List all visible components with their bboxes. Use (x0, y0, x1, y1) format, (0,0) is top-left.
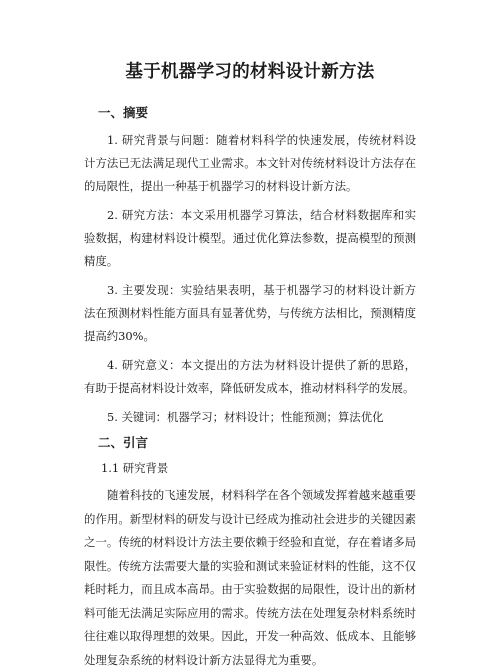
intro-subheading: 1.1 研究背景 (101, 461, 169, 475)
document-title: 基于机器学习的材料设计新方法 (125, 62, 375, 82)
abstract-item-significance: 4. 研究意义：本文提出的方法为材料设计提供了新的思路，有助于提高材料设计效率，降低研发成本，推动材料科学的发展。 (84, 358, 416, 395)
abstract-item-method: 2. 研究方法：本文采用机器学习算法，结合材料数据库和实验数据，构建材料设计模型。通过优化算法参数，提高模型的预测精度。 (84, 208, 416, 268)
abstract-item-keywords: 5. 关键词：机器学习；材料设计；性能预测；算法优化 (107, 410, 384, 424)
intro-heading: 二、引言 (98, 435, 149, 450)
intro-paragraph: 随着科技的飞速发展，材料科学在各个领域发挥着越来越重要的作用。新型材料的研发与设计已经成为推动社会进步的关键因素之一。传统的材料设计方法主要依赖于经验和直觉，存在着诸多局限性。传统方法需要大量的实验和测试来验证材料的性能，这不仅耗时耗力，而且成本高昂。由于实验数据的局限性，设计出的新材料可能无法满足实际应用的需求。传统方法在处理复杂材料系统时往往难以取得理想的效果。因此，开发一种高效、低成本、且能够处理复杂系统的材料设计新方法显得尤为重要。 (84, 488, 416, 667)
abstract-heading: 一、摘要 (98, 105, 149, 120)
abstract-item-background: 1. 研究背景与问题：随着材料科学的快速发展，传统材料设计方法已无法满足现代工业需求。本文针对传统材料设计方法存在的局限性，提出一种基于机器学习的材料设计新方法。 (84, 133, 416, 193)
abstract-item-findings: 3. 主要发现：实验结果表明，基于机器学习的材料设计新方法在预测材料性能方面具有显著优势，与传统方法相比，预测精度提高约30%。 (84, 283, 416, 343)
